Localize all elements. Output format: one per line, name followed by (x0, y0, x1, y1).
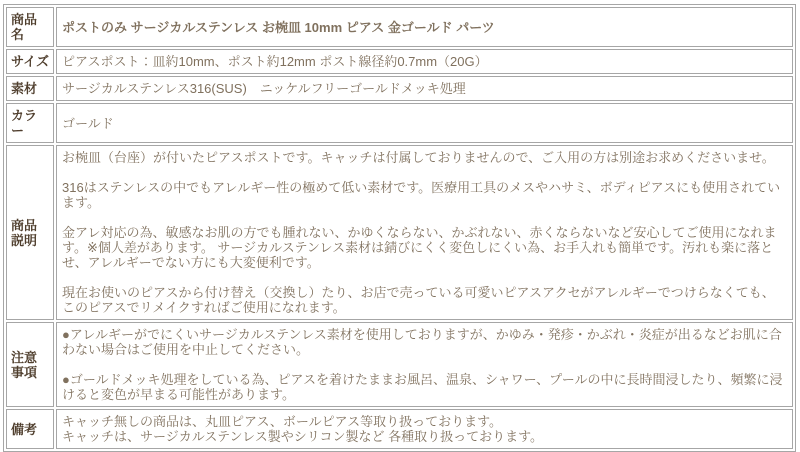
description-paragraph: お椀皿（台座）が付いたピアスポストです。キャッチは付属しておりませんので、ご入用の方は別途お求めくださいませ。 (62, 150, 775, 165)
row-label-product-name: 商品名 (6, 7, 54, 47)
description-paragraph: 316はステンレスの中でもアレルギー性の極めて低い素材です。医療用工具のメスやハサミ、ボディピアスにも使用されています。 (62, 180, 781, 210)
description-paragraph: 現在お使いのピアスから付け替え（交換し）たり、お店で売っている可愛いピアスアクセがアレルギーでつけらなくても、このピアスでリメイクすればご使用になれます。 (62, 285, 775, 315)
spec-row-remarks (6, 409, 793, 449)
row-label-color: カラー (6, 103, 54, 143)
row-value-size: ピアスポスト：皿約10mm、ポスト約12mm ポスト線径約0.7mm（20G） (56, 49, 793, 74)
spec-row-color (6, 103, 793, 143)
row-label-size: サイズ (6, 49, 54, 74)
row-label-description: 商品説明 (6, 145, 54, 320)
remark-line: キャッチは、サージカルステンレス製やシリコン製など 各種取り扱っております。 (62, 429, 544, 444)
remark-line: キャッチ無しの商品は、丸皿ピアス、ボールピアス等取り扱っております。 (62, 414, 503, 429)
row-value-remarks (56, 409, 793, 449)
row-value-cautions (56, 322, 793, 407)
spec-row-material (6, 76, 793, 101)
caution-paragraph: ●ゴールドメッキ処理をしている為、ピアスを着けたままお風呂、温泉、シャワー、プールの中に長時間浸したり、頻繁に浸けると変色が早まる可能性があります。 (62, 372, 783, 402)
description-paragraph: 金アレ対応の為、敏感なお肌の方でも腫れない、かゆくならない、かぶれない、赤くならないなど安心してご使用になれます。※個人差があります。 サージカルステンレス素材は錆びにくく変色しにくい為、お手入れも簡単です。汚れも楽に落とせ、アレルギーでない方にも大変便利です。 (62, 225, 777, 270)
spec-row-size (6, 49, 793, 74)
spec-row-description (6, 145, 793, 320)
caution-paragraph: ●アレルギーがでにくいサージカルステンレス素材を使用しておりますが、かゆみ・発疹・かぶれ・炎症が出るなどお肌に合わない場合はご使用を中止してください。 (62, 327, 782, 357)
row-value-description (56, 145, 793, 320)
row-value-material: サージカルステンレス316(SUS) ニッケルフリーゴールドメッキ処理 (56, 76, 793, 101)
row-label-cautions: 注意事項 (6, 322, 54, 407)
spec-row-product-name (6, 7, 793, 47)
row-value-color: ゴールド (56, 103, 793, 143)
row-label-material: 素材 (6, 76, 54, 101)
spec-row-cautions (6, 322, 793, 407)
row-label-remarks: 備考 (6, 409, 54, 449)
product-spec-table (3, 4, 796, 452)
row-value-product-name: ポストのみ サージカルステンレス お椀皿 10mm ピアス 金ゴールド パーツ (56, 7, 793, 47)
